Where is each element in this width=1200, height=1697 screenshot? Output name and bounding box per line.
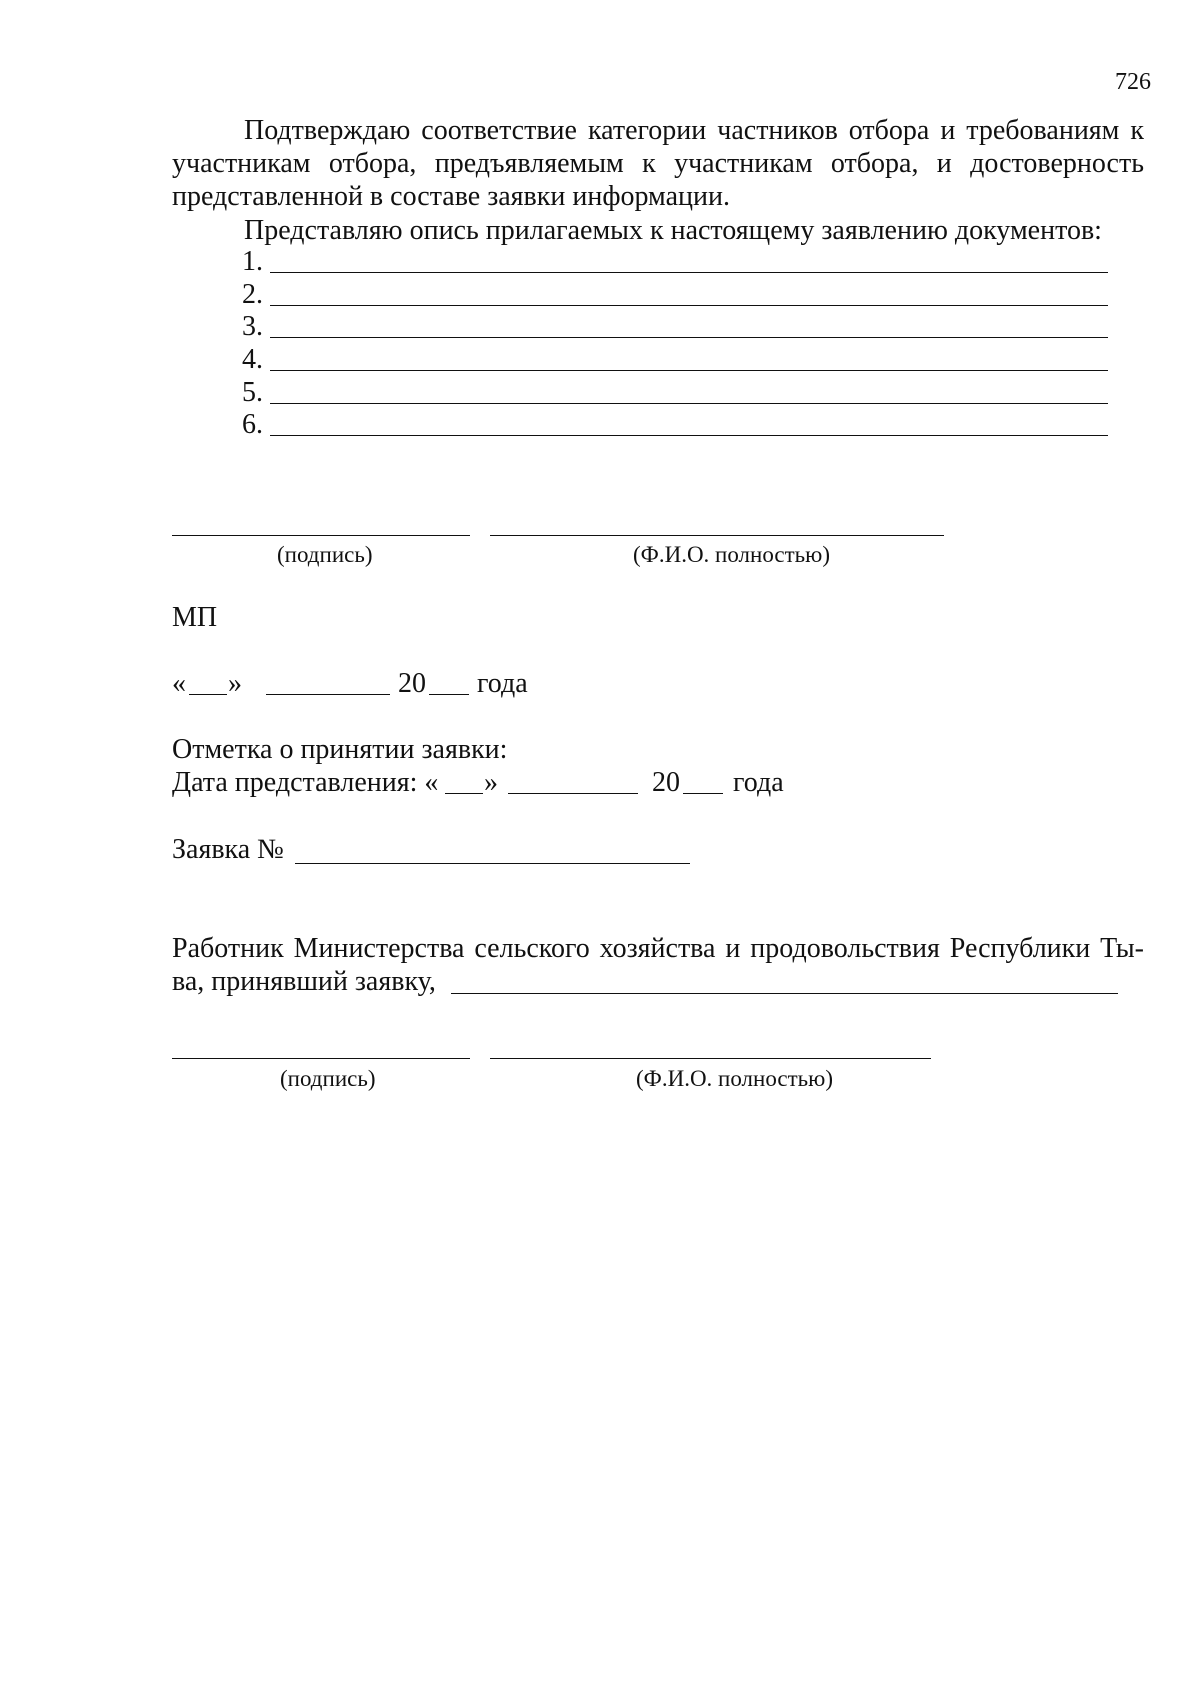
acceptance-month-blank[interactable] (508, 793, 638, 794)
acceptance-date-label: Дата представления: « (172, 767, 439, 798)
date-day-blank[interactable] (189, 694, 227, 695)
date-year-prefix: 20 (398, 668, 426, 699)
date-year-blank[interactable] (429, 694, 469, 695)
acceptance-year-blank[interactable] (683, 793, 723, 794)
application-number-line[interactable] (295, 863, 690, 864)
inventory-item-line-6[interactable] (270, 435, 1108, 436)
applicant-signature-caption: (подпись) (277, 542, 373, 567)
inventory-intro: Представляю опись прилагаемых к настоящему заявлению документов: (244, 215, 1102, 246)
employee-name-full-line[interactable] (490, 1058, 931, 1059)
date-open-quote: « (172, 668, 186, 699)
employee-name-line[interactable] (451, 993, 1118, 994)
date-month-blank[interactable] (266, 694, 390, 695)
inventory-item-line-5[interactable] (270, 403, 1108, 404)
employee-line-1: Работник Министерства сельского хозяйства и продовольствия Республики Ты- (172, 933, 1144, 964)
application-number-label: Заявка № (172, 834, 284, 865)
confirmation-line-1 (244, 117, 1144, 145)
inventory-item-number-1: 1. (242, 246, 263, 277)
date-year-suffix: года (477, 668, 528, 699)
applicant-name-line[interactable] (490, 535, 944, 536)
acceptance-year-prefix: 20 (652, 767, 680, 798)
inventory-item-line-3[interactable] (270, 337, 1108, 338)
inventory-item-line-4[interactable] (270, 370, 1108, 371)
inventory-item-number-3: 3. (242, 311, 263, 342)
acceptance-year-suffix: года (733, 767, 784, 798)
confirmation-line-2: участникам отбора, предъявляемым к участникам отбора, и достоверность (172, 148, 1144, 179)
inventory-item-line-2[interactable] (270, 305, 1108, 306)
applicant-signature-line[interactable] (172, 535, 470, 536)
inventory-item-number-6: 6. (242, 409, 263, 440)
acceptance-title: Отметка о принятии заявки: (172, 734, 508, 765)
confirmation-line-3: представленной в составе заявки информации. (172, 181, 730, 212)
acceptance-day-blank[interactable] (445, 793, 483, 794)
page-number: 726 (1115, 69, 1151, 95)
employee-signature-caption: (подпись) (280, 1066, 376, 1091)
acceptance-close-quote: » (484, 767, 498, 798)
inventory-item-line-1[interactable] (270, 272, 1108, 273)
confirmation-text-1: Подтверждаю соответствие категории частников отбора и требованиям к (244, 115, 1144, 146)
inventory-item-number-2: 2. (242, 279, 263, 310)
employee-signature-line[interactable] (172, 1058, 470, 1059)
employee-line-2: ва, принявший заявку, (172, 966, 436, 997)
applicant-name-caption: (Ф.И.О. полностью) (633, 542, 831, 567)
inventory-item-number-4: 4. (242, 344, 263, 375)
inventory-item-number-5: 5. (242, 377, 263, 408)
date-close-quote: » (228, 668, 242, 699)
seal-label: МП (172, 602, 218, 633)
employee-name-caption: (Ф.И.О. полностью) (636, 1066, 834, 1091)
